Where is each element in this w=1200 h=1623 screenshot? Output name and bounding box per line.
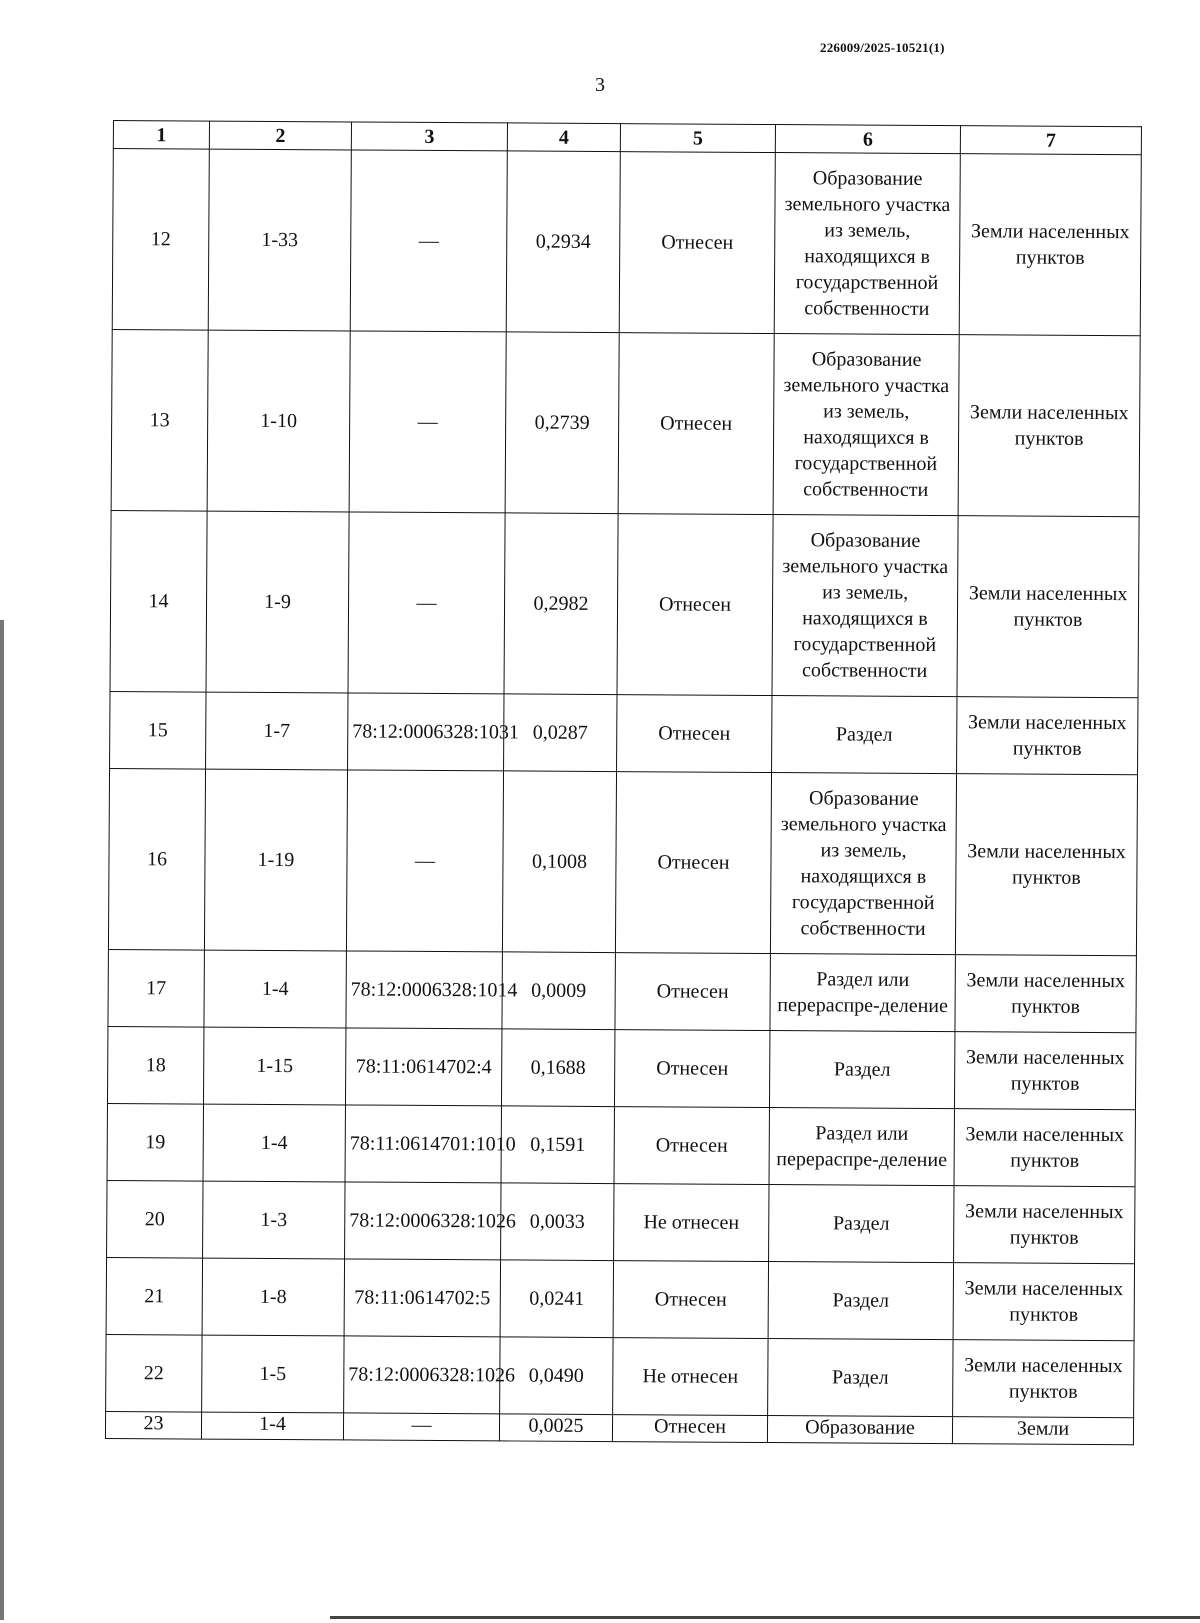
column-header: 3 [351,122,507,151]
cell-method: Раздел или перераспре-деление [769,1108,954,1186]
cell-designation: 1-15 [203,1027,345,1105]
page-number-text: 3 [595,74,605,96]
cell-area: 0,0033 [501,1183,614,1261]
cell-category: Земли [952,1417,1133,1445]
cell-designation: 1-4 [204,950,346,1028]
cell-area: 0,2739 [505,332,619,514]
cell-number: 23 [105,1411,201,1439]
cell-area: 0,1591 [501,1106,614,1184]
cell-category: Земли населенных пунктов [957,697,1138,775]
cell-method: Раздел [769,1185,954,1263]
cell-method: Раздел [772,696,957,774]
table-row [106,1257,1134,1340]
page-number [0,74,1200,97]
cell-number: 16 [108,768,205,950]
cell-designation: 1-3 [203,1181,345,1259]
document-id: 226009/2025-10521(1) [820,40,945,55]
cell-method: Раздел или перераспре-деление [770,954,955,1032]
cell-status: Не отнесен [613,1338,768,1416]
cell-status: Отнесен [617,695,772,773]
cell-category: Земли населенных пунктов [954,1109,1135,1187]
cell-number: 15 [110,691,206,769]
cell-designation: 1-10 [207,330,350,512]
cell-category: Земли населенных пунктов [955,774,1137,956]
table-row [105,1411,1133,1444]
cell-number: 22 [106,1334,202,1412]
column-header: 7 [960,126,1141,155]
cell-designation: 1-9 [206,511,349,693]
scan-edge-bottom [330,1616,1200,1619]
cell-area: 0,0490 [500,1337,613,1415]
table-row [110,691,1138,774]
cell-method: Образование земельного участка из земель, находящихся в государственной собственности [773,334,959,516]
cell-status: Отнесен [618,333,774,515]
cell-area: 0,0241 [500,1260,613,1338]
cell-cadastral-number: — [349,331,506,513]
column-header: 1 [113,121,209,150]
table-row [106,1334,1134,1417]
cell-category: Земли населенных пунктов [958,335,1140,517]
cell-area: 0,0009 [502,952,615,1030]
cell-designation: 1-7 [206,692,348,770]
cell-number: 14 [110,510,207,692]
cell-method: Образование земельного участка из земель, находящихся в государственной собственности [770,773,956,955]
cell-cadastral-number: 78:12:0006328:1026 [345,1182,501,1260]
cell-designation: 1-33 [208,149,351,331]
table-row [110,510,1139,697]
land-plots-table [105,120,1142,1445]
cell-category: Земли населенных пунктов [955,955,1136,1033]
cell-status: Отнесен [615,772,771,954]
cell-method: Образование земельного участка из земель, находящихся в государственной собственности [774,153,960,335]
cell-cadastral-number: 78:11:0614702:4 [345,1028,501,1106]
cell-category: Земли населенных пунктов [953,1263,1134,1341]
cell-category: Земли населенных пунктов [954,1186,1135,1264]
cell-status: Отнесен [612,1415,767,1443]
cell-category: Земли населенных пунктов [959,154,1141,336]
cell-area: 0,0025 [499,1414,612,1442]
cell-status: Не отнесен [614,1184,769,1262]
cell-category: Земли населенных пунктов [954,1032,1135,1110]
cell-method: Образование земельного участка из земель, находящихся в государственной собственности [772,515,958,697]
cell-number: 12 [112,149,209,331]
table-row [107,1026,1135,1109]
cell-area: 0,1688 [501,1029,614,1107]
cell-method: Образование [767,1416,952,1444]
cell-status: Отнесен [615,953,770,1031]
cell-status: Отнесен [613,1261,768,1339]
cell-category: Земли населенных пунктов [957,516,1139,698]
cell-cadastral-number: — [348,512,505,694]
cell-designation: 1-5 [202,1335,344,1413]
cell-status: Отнесен [614,1107,769,1185]
cell-cadastral-number: — [346,770,503,952]
cell-method: Раздел [768,1339,953,1417]
cell-number: 20 [107,1180,203,1258]
cell-method: Раздел [768,1262,953,1340]
cell-designation: 1-19 [204,769,347,951]
cell-status: Отнесен [619,152,775,334]
cell-number: 18 [107,1026,203,1104]
cell-status: Отнесен [617,514,773,696]
table-row [107,1103,1135,1186]
cell-cadastral-number: 78:11:0614701:1010 [345,1105,501,1183]
cell-area: 0,1008 [502,771,616,953]
cell-number: 17 [108,949,204,1027]
cell-status: Отнесен [614,1030,769,1108]
cell-number: 21 [106,1257,202,1335]
cell-cadastral-number: — [343,1413,499,1441]
cell-number: 13 [111,329,208,511]
cell-number: 19 [107,1103,203,1181]
cell-cadastral-number: 78:12:0006328:1014 [346,951,502,1029]
column-header: 5 [620,124,775,153]
cell-area: 0,2934 [506,151,620,333]
cell-cadastral-number: — [350,150,507,332]
cell-designation: 1-4 [201,1412,343,1440]
table-row [107,1180,1135,1263]
table-row [112,149,1141,336]
table-row [108,768,1137,955]
cell-category: Земли населенных пунктов [953,1340,1134,1418]
column-header: 6 [775,125,960,154]
cell-area: 0,2982 [504,513,618,695]
cell-method: Раздел [769,1031,954,1109]
cell-cadastral-number: 78:12:0006328:1026 [344,1336,500,1414]
column-header: 2 [209,121,351,150]
column-header: 4 [507,123,620,152]
cell-area: 0,0287 [504,694,617,772]
table-row [111,329,1140,516]
scan-edge-left [0,620,4,1620]
cell-designation: 1-4 [203,1104,345,1182]
cell-cadastral-number: 78:12:0006328:1031 [348,693,504,771]
cell-designation: 1-8 [202,1258,344,1336]
cell-cadastral-number: 78:11:0614702:5 [344,1259,500,1337]
table-row [108,949,1136,1032]
